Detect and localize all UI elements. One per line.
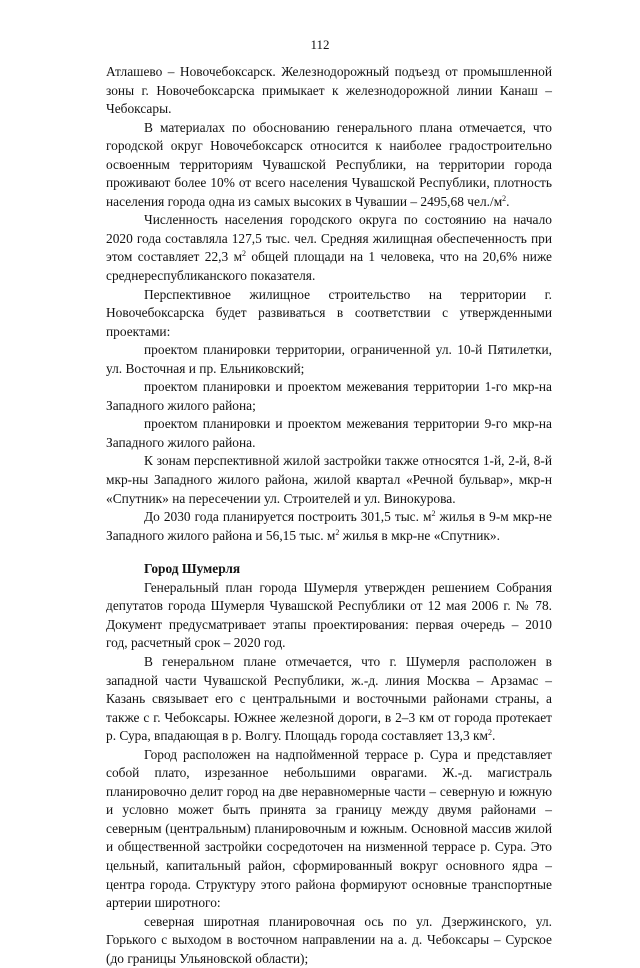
list-item: проектом планировки и проектом межевания территории 1-го мкр-на Западного жилого района; [106, 379, 552, 413]
paragraph: Город расположен на надпойменной террасе р. Сура и представляет собой плато, изрезанное небольшими оврагами. Ж.-д. магистраль планировочно делит город на две неравномерные части – северную и южную и условно может быть принята за границу между двумя районами – северным (центральным) планировочным и южным. Основной массив жилой и общественной застройки сосредоточен на низменной террасе р. Сура. Это цельный, капитальный район, сформированный вокруг основного ядра – центра города. Структуру этого района формируют основные транспортные артерии широтного: [106, 746, 552, 911]
paragraph: Перспективное жилищное строительство на территории г. Новочебоксарска будет развиваться в соответствии с утвержденными проектами: [106, 286, 552, 339]
page-number: 112 [310, 37, 330, 52]
list-item: проектом планировки территории, ограниченной ул. 10-й Пятилетки, ул. Восточная и пр. Ельниковский; [106, 342, 552, 376]
paragraph: К зонам перспективной жилой застройки также относятся 1-й, 2-й, 8-й мкр-ны Западного жилого района, жилой квартал «Речной бульвар», мкр-н «Спутник» на пересечении ул. Строителей и ул. Винокурова. [106, 453, 552, 506]
paragraph: В материалах по обоснованию генерального плана отмечается, что городской округ Новочебоксарск относится к наиболее градостроительно освоенным территориям Чувашской Республики, на территории города проживают более 10% от всего населения Чувашской Республики, плотность населения города одна из самых высоких в Чувашии – 2495,68 $чел./м^2$. [106, 119, 552, 209]
list-item: проектом планировки и проектом межевания территории 9-го мкр-на Западного жилого района. [106, 416, 552, 450]
paragraph: Атлашево – Новочебоксарск. Железнодорожный подъезд от промышленной зоны г. Новочебоксарска примыкает к железнодорожной линии Канаш – Чебоксары. [106, 64, 552, 117]
paragraph: Численность населения городского округа по состоянию на начало 2020 года составляла 127,5 тыс. чел. Средняя жилищная обеспеченность при этом составляет 22,3 $м^2$ общей площади на 1 человека, что на 20,6% ниже среднереспубликанского показателя. [106, 212, 552, 284]
section-heading: Город Шумерля [144, 561, 241, 577]
paragraph: Генеральный план города Шумерля утвержден решением Собрания депутатов города Шумерля Чувашской Республики от 12 мая 2006 г. № 78. Документ предусматривает этапы проектирования: первая очередь – 2010 год, расчетный срок – 2020 год. [106, 579, 552, 651]
list-item: северная широтная планировочная ось по ул. Дзержинского, ул. Горького с выходом в восточном направлении на а. д. Чебоксары – Сурское (до границы Ульяновской области); [106, 913, 552, 966]
page-body [106, 63, 552, 968]
paragraph: В генеральном плане отмечается, что г. Шумерля расположен в западной части Чувашской Республики, ж.-д. линия Москва – Арзамас – Казань связывает его с центральными и восточными районами страны, а также с г. Чебоксары. Южнее железной дороги, в 2–3 км от города протекает р. Сура, впадающая в р. Волгу. Площадь города составляет 13,3 $км^2$. [106, 653, 552, 744]
paragraph: До 2030 года планируется построить 301,5 тыс. $м^2$ жилья в 9-м мкр-не Западного жилого района и 56,15 тыс. $м^2$ жилья в мкр-не «Спутник». [106, 509, 553, 543]
